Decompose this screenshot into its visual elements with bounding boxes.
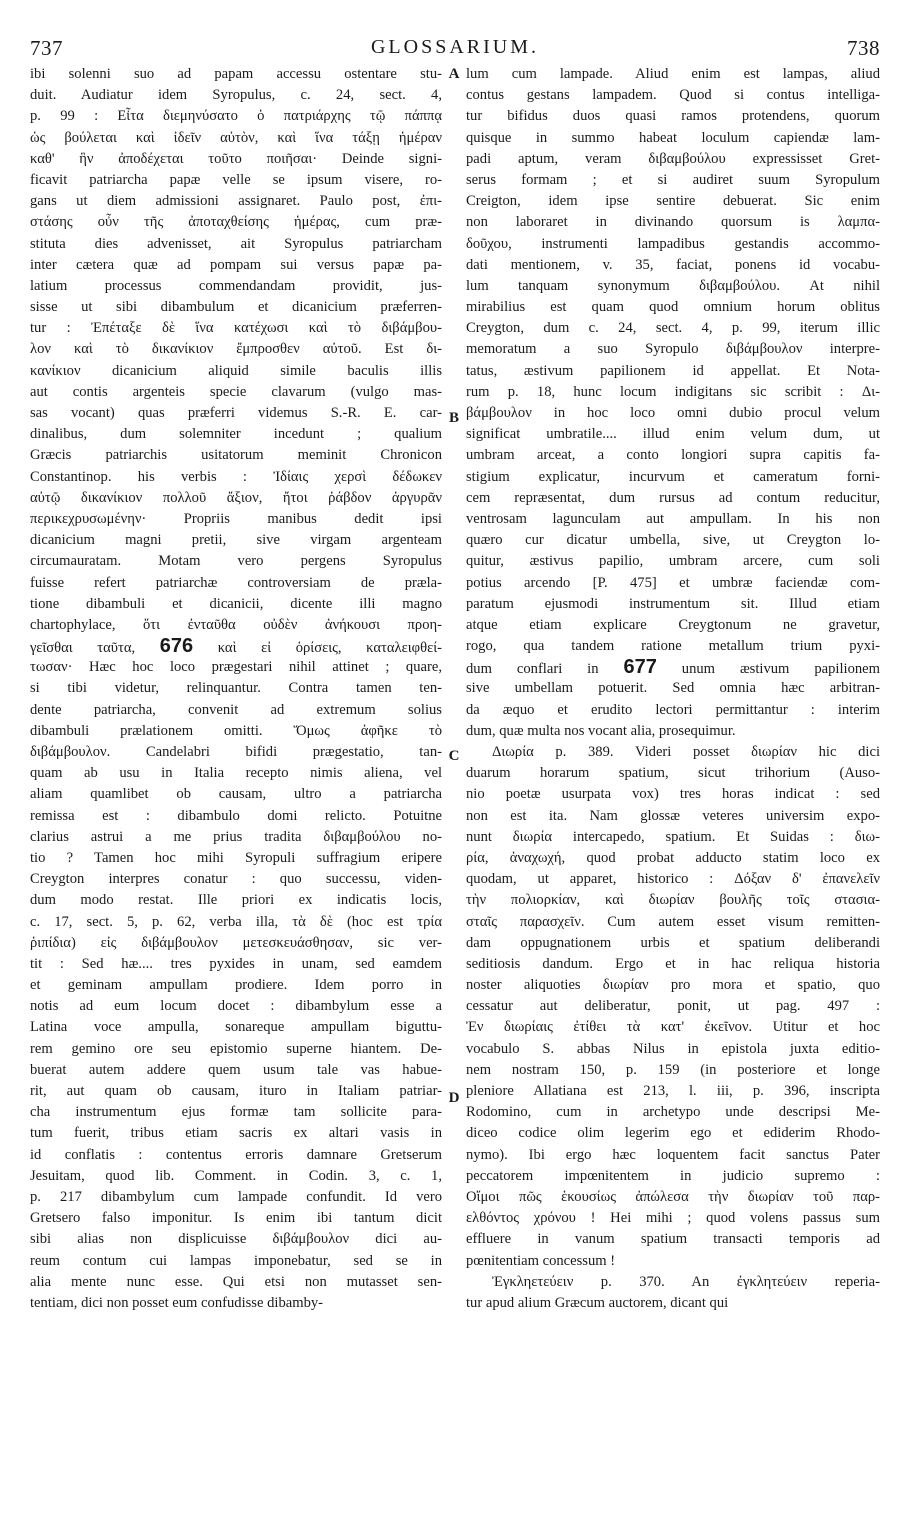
- text-line: si tibi videtur, relinquantur. Contra tamen ten-: [30, 680, 442, 697]
- text-line: περικεχρυσωμένην· Propriis manibus dedit ipsi: [30, 510, 442, 527]
- text-line: chartophylace, ὅτι ἐνταῦθα οὐδὲν ἀνήκουσι προη-: [30, 616, 442, 633]
- margin-letter-a: A: [448, 66, 460, 82]
- text-line: Græcis patriarchis usitatorum meminit Chronicon: [30, 447, 442, 464]
- text-line: aliam quamlibet ob causam, ultro a patriarcha: [30, 786, 442, 803]
- text-line: κανίκιον dicanicium aliquid simile baculis illis: [30, 362, 442, 379]
- text-line: sas vocant) quas præferri videmus S.-R. E. car-: [30, 405, 442, 421]
- text-line: cessatur aut deliberatur, ponit, ut pag. 497 :: [466, 998, 880, 1015]
- text-line: dente patriarcha, convenit ad extremum solius: [30, 701, 442, 718]
- text-line: Jesuitam, quod lib. Comment. in Codin. 3, c. 1,: [30, 1167, 442, 1184]
- text-line: quam ab usu in Italia recepto nimis aliena, vel: [30, 765, 442, 782]
- text-line: non laboraret in divinando quorsum is λαμπα-: [466, 214, 880, 231]
- text-line: dinalibus, dum solemniter incedunt ; qualium: [30, 426, 442, 443]
- text-line: mirabilius est quam quod omnium horum oblitus: [466, 299, 880, 316]
- text-line: cha instrumentum ejus formæ tam sollicite para-: [30, 1104, 442, 1121]
- text-line: aut contis argenteis specie clavarum (vulgo mas-: [30, 383, 442, 400]
- right-column: [466, 64, 880, 1314]
- text-line: gans ut diem admissioni assignaret. Paulo post, ἐπι-: [30, 193, 442, 210]
- text-line: ventrosam lagunculam aut ampullam. In his non: [466, 510, 880, 527]
- text-line: dum modo restat. Ille priori ex indicatis locis,: [30, 892, 442, 909]
- text-line: contus gestans lampadem. Quod si contus intelliga-: [466, 87, 880, 104]
- text-line: alia mente nunc esse. Qui etsi non mutasset sen-: [30, 1273, 442, 1290]
- text-line: στάσης οὖν τῆς ἀποταχθείσης ἡμέρας, cum præ-: [30, 214, 442, 231]
- folio-number: 677: [623, 657, 657, 679]
- text-line: circumauratam. Motam vero pergens Syropulus: [30, 553, 442, 570]
- text-line: c. 17, sect. 5, p. 62, verba illa, τὰ δὲ (hoc est τρία: [30, 913, 442, 930]
- text-line: ficavit patriarcha papæ velle se ipsum visere, ro-: [30, 171, 442, 188]
- text-line: ρία, ἀναχωχή, quod probat adducto statim loco ex: [466, 849, 880, 866]
- text-line: serus formam ; et si audiret suum Syropulum: [466, 171, 880, 188]
- text-line: τὴν πολιορκίαν, καὶ διωρίαν βουλῆς τοῖς στασια-: [466, 892, 880, 909]
- text-line: Latina voce ampulla, sonareque ampullam biguttu-: [30, 1019, 442, 1036]
- page-header: [30, 36, 880, 66]
- text-line: tum fuerit, tribus etiam sacris ex altari vasis in: [30, 1125, 442, 1142]
- text-line: ελθόντος χρόνου ! Hei mihi ; quod volens passus sum: [466, 1210, 880, 1227]
- text-line: dum conflari in 677 unum æstivum papilionem: [466, 657, 880, 679]
- margin-letter-b: B: [448, 410, 459, 426]
- text-line: diceo codice olim legerim ego et ediderim Rhodo-: [466, 1125, 880, 1142]
- text-line: tur : Ἐπέταξε δὲ ἵνα κατέχωσι καὶ τὸ διβάμβου-: [30, 320, 442, 337]
- text-line: ῥιπίδια) εἰς διβάμβουλον μετεσκευάσθησαν, sic ver-: [30, 934, 442, 951]
- text-line: fuisse refert patriarchæ controversiam de præla-: [30, 574, 442, 591]
- text-line: memoratum a suo Syropulo διβάμβουλον interpre-: [466, 341, 880, 358]
- text-line: id conflatis : contentus erroris damnare Gretserum: [30, 1146, 442, 1163]
- text-line: atque etiam explicare Creygtonum ne gravetur,: [466, 616, 880, 633]
- text-line: λον καὶ τὸ δικανίκιον ἔμπροσθεν αὐτοῦ. Est δι-: [30, 341, 442, 358]
- text-line: p. 217 dibambylum cum lampade confundit. Id vero: [30, 1188, 442, 1205]
- text-line: nunt διωρία intercapedo, spatium. Et Suidas : διω-: [466, 828, 880, 845]
- text-line: lum tanquam synonymum διβαμβούλου. At nihil: [466, 277, 880, 294]
- text-line: rem gemino ore seu epistomio superne hiantem. De-: [30, 1040, 442, 1057]
- text-line: Διωρία p. 389. Videri posset διωρίαν hic dici: [492, 744, 880, 760]
- text-line: quodam, ut apparet, historico : Δόξαν δ' ἐπανελεῖν: [466, 871, 880, 888]
- text-line: paratum ejusmodi instrumentum sit. Illud etiam: [466, 595, 880, 612]
- text-line: cem repræsentat, dum rursus ad contum reducitur,: [466, 489, 880, 506]
- page-number-left: 737: [30, 36, 63, 60]
- text-line: rogo, qua tandem ratione metallum trium pyxi-: [466, 638, 880, 655]
- text-line: sisse ut sibi dibambulum et dicanicium præferren-: [30, 299, 442, 316]
- text-line: stigium explicatur, incurvum et cameratum forni-: [466, 468, 880, 485]
- text-line: dibambuli prælationem omitti. Ὅμως ἀφῆκε τὸ: [30, 722, 442, 739]
- text-line: tur apud alium Græcum auctorem, dicant qui: [466, 1294, 729, 1311]
- text-line: remissa est : dibambulo domi relicto. Potuitne: [30, 807, 442, 824]
- text-line: reum contum cui lampas imponebatur, sed se in: [30, 1252, 442, 1269]
- text-line: sive umbellam potuerit. Sed omnia hæc arbitran-: [466, 680, 880, 697]
- text-line: p. 99 : Εἶτα διεμηνύσατο ὁ πατριάρχης τῷ πάππᾳ: [30, 108, 442, 125]
- text-line: quæro cur dicatur umbella, sive, ut Creygton lo-: [466, 532, 880, 549]
- text-line: pœnitentiam concessum !: [466, 1252, 616, 1269]
- text-line: vocabulo S. abbas Nilus in epistola juxta editio-: [466, 1040, 880, 1057]
- text-line: potius arcendo [P. 475] et umbræ faciendæ com-: [466, 574, 880, 591]
- text-line: tit : Sed hæ.... tres pyxides in unam, sed eamdem: [30, 955, 442, 972]
- text-line: nio poetæ usurpata vox) tres horas indicat : sed: [466, 786, 880, 803]
- text-line: ibi solenni suo ad papam accessu ostentare stu-: [30, 66, 442, 82]
- text-line: γεῖσθαι ταῦτα, 676 καὶ εἰ ὁρίσεις, καταλειφθεί-: [30, 636, 442, 658]
- text-line: σταῖς παρασχεῖν. Cum autem esset visum remitten-: [466, 913, 880, 930]
- text-line: pleniore Allatiana est 213, l. iii, p. 396, inscripta: [466, 1083, 880, 1099]
- text-line: dam oppugnationem urbis et spatium deliberandi: [466, 934, 880, 951]
- text-line: καθ' ἣν ἀποδέχεται τοῦτο ποιῆσαι· Deinde signi-: [30, 150, 442, 167]
- text-line: αὐτῷ δικανίκιον πολλοῦ ἄξιον, ἤτοι ῥάβδον ἀργυρᾶν: [30, 489, 442, 506]
- text-line: noster aliquoties διωρίαν pro mora et spatio, quo: [466, 977, 880, 994]
- text-line: seditiosis dandum. Ergo et in hac reliqua historia: [466, 955, 880, 972]
- text-line: padi aptum, veram διβαμβούλου expressisset Gret-: [466, 150, 880, 167]
- text-line: quitur, æstivus papilio, umbram arcere, cum soli: [466, 553, 880, 570]
- text-line: dati mentionem, v. 35, faciat, ponens id vocabu-: [466, 256, 880, 273]
- text-line: Ἐν διωρίαις ἐτίθει τὰ κατ' ἐκεῖνον. Utitur et hoc: [466, 1019, 880, 1036]
- margin-letter-c: C: [448, 748, 460, 764]
- text-line: tentiam, dici non posset eum confudisse dibamby-: [30, 1294, 324, 1311]
- text-line: da æquo et erudito lectori permittantur : interim: [466, 701, 880, 718]
- text-line: tatus, æstivum papilionem id appellat. Et Nota-: [466, 362, 880, 379]
- text-line: Οἴμοι πῶς ἑκουσίως ἀπώλεσα τὴν διωρίαν τοῦ παρ-: [466, 1188, 880, 1205]
- text-line: nem nostram 150, p. 159 (in posteriore et longe: [466, 1061, 880, 1078]
- running-title: GLOSSARIUM.: [370, 36, 540, 58]
- text-line: ὡς βούλεται καὶ ἰδεῖν αὐτὸν, καὶ ἵνα τάξῃ ἡμέραν: [30, 129, 442, 146]
- text-line: umbram arceat, a conto longiori supra capitis fa-: [466, 447, 880, 464]
- text-line: notis ad eum locum docet : dibambylum esse a: [30, 998, 442, 1015]
- text-line: Rodomino, cum in archetypo unde descripsi Me-: [466, 1104, 880, 1121]
- text-line: Creygton interpres conatur : quo successu, viden-: [30, 871, 442, 888]
- text-line: rum p. 18, hunc locum indigitans sic scribit : Δι-: [466, 383, 880, 400]
- text-line: tio ? Tamen hoc mihi Syropuli suffragium eripere: [30, 849, 442, 866]
- text-line: peccatorem impœnitentem in judicio supremo :: [466, 1167, 880, 1184]
- text-line: nymo). Ibi ergo hæc loquentem facit sanctus Pater: [466, 1146, 880, 1163]
- text-line: latium processus commendandam providit, jus-: [30, 277, 442, 294]
- text-line: Ἐγκληετεύειν p. 370. An ἐγκλητεύειν reperia-: [492, 1273, 880, 1290]
- text-line: sibi alias non displicuisse διβάμβουλον dici au-: [30, 1231, 442, 1248]
- text-line: Creigton, idem ipse sentire debuerat. Sic enim: [466, 193, 880, 210]
- text-line: significat umbratile.... illud enim velum dum, ut: [466, 426, 880, 443]
- page-number-right: 738: [847, 36, 880, 60]
- text-line: δοῦχου, instrumenti lampadibus gestandis accommo-: [466, 235, 880, 252]
- text-line: Gretsero falso imponitur. Is enim ibi tantum dicit: [30, 1210, 442, 1227]
- left-column: [30, 64, 442, 1314]
- text-line: βάμβουλον in hoc loco omni dubio procul velum: [466, 405, 880, 421]
- text-line: et geminam ampullam prodiere. Idem porro in: [30, 977, 442, 994]
- text-line: clarius astrui a me prius tradita διβαμβούλου no-: [30, 828, 442, 845]
- text-line: quisque in summo habeat loculum capiendæ lam-: [466, 129, 880, 146]
- text-line: dicanicium magni pretii, sive virgam argenteam: [30, 532, 442, 549]
- text-line: lum cum lampade. Aliud enim est lampas, aliud: [466, 66, 880, 82]
- text-line: effluere in vanum spatium transacti temporis ad: [466, 1231, 880, 1248]
- text-line: rit, aut quam ob causam, ituro in Italiam patriar-: [30, 1083, 442, 1099]
- text-line: non est ita. Nam glossæ veteres universim expo-: [466, 807, 880, 824]
- text-line: dum, quæ multa nos vocant alia, prosequimur.: [466, 722, 736, 739]
- text-line: τωσαν· Hæc hoc loco prægestari nihil attinet ; quare,: [30, 659, 442, 676]
- margin-letter-d: D: [448, 1090, 460, 1106]
- text-line: Constantinop. his verbis : Ἰδίαις χερσὶ δέδωκεν: [30, 468, 442, 485]
- text-line: tione dibambuli et dicanicii, dicente illi magno: [30, 595, 442, 612]
- text-line: duarum horarum spatium, sicut trihorium (Auso-: [466, 765, 880, 782]
- text-line: duit. Audiatur idem Syropulus, c. 24, sect. 4,: [30, 87, 442, 104]
- text-line: inter cætera quæ ad pompam sui versus papæ pa-: [30, 256, 442, 273]
- folio-number: 676: [159, 636, 194, 658]
- text-line: Creygton, dum c. 24, sect. 4, p. 99, iterum illic: [466, 320, 880, 337]
- text-line: διβάμβουλον. Candelabri bifidi prægestatio, tan-: [30, 744, 442, 760]
- text-line: stituta dies advenisset, ait Syropulus patriarcham: [30, 235, 442, 252]
- text-line: buerat autem addere quem usum tale vas habue-: [30, 1061, 442, 1078]
- text-line: tur bifidus duos quasi ramos protendens, quorum: [466, 108, 880, 125]
